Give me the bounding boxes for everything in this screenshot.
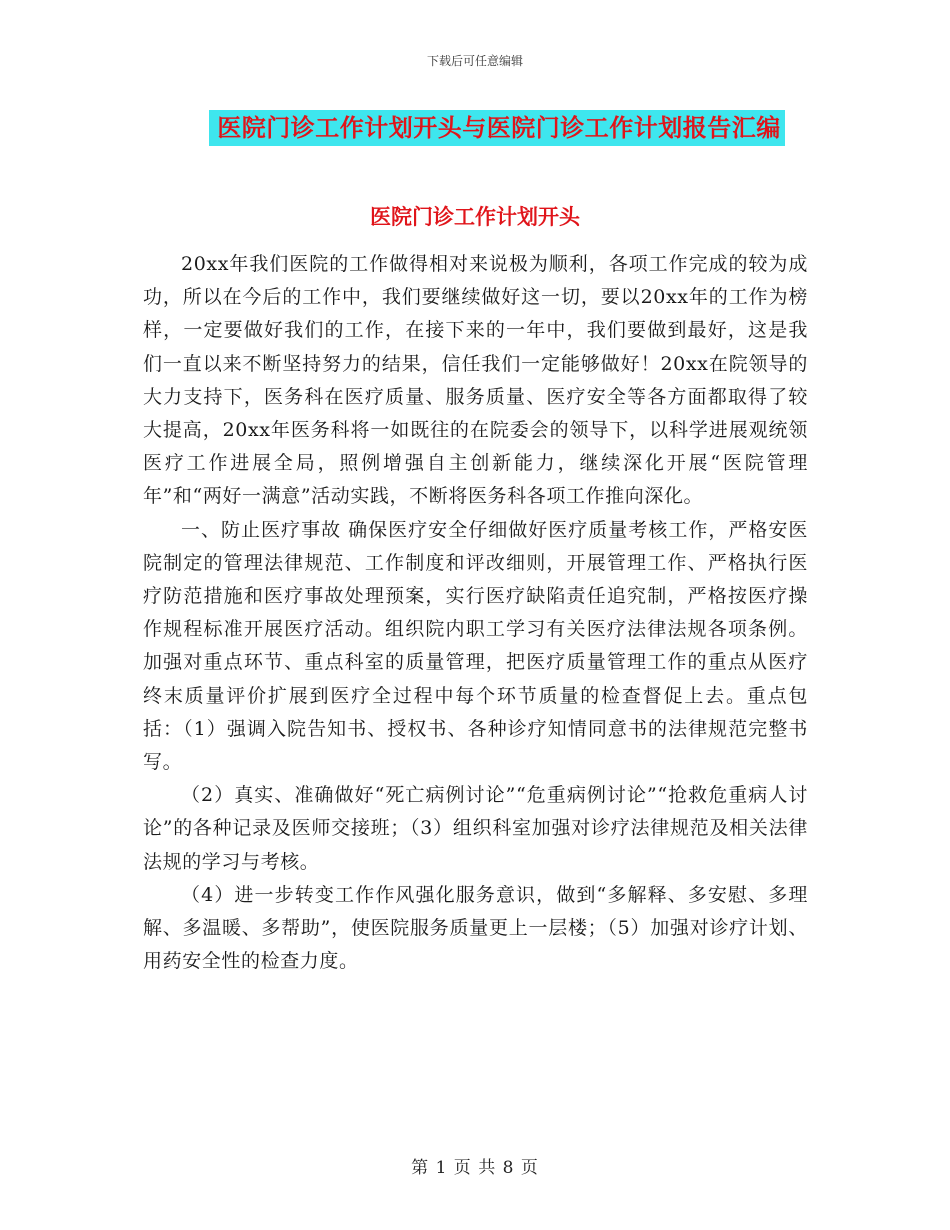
- paragraph-item-2-3: （2）真实、准确做好“死亡病例讨论”“危重病例讨论”“抢救危重病人讨论”的各种记录及医师交接班；（3）组织科室加强对诊疗法律规范及相关法律法规的学习与考核。: [143, 784, 808, 873]
- document-body: [143, 248, 808, 978]
- page-header-note: 下载后可任意编辑: [426, 54, 523, 68]
- paragraph-intro: 20xx年我们医院的工作做得相对来说极为顺利，各项工作完成的较为成功，所以在今后的工作中，我们要继续做好这一切，要以20xx年的工作为榜样，一定要做好我们的工作，在接下来的一年中，我们要做到最好，这是我们一直以来不断坚持努力的结果，信任我们一定能够做好！20xx在院领导的大力支持下，医务科在医疗质量、服务质量、医疗安全等各方面都取得了较大提高，20xx年医务科将一如既往的在院委会的领导下，以科学进展观统领医疗工作进展全局，照例增强自主创新能力，继续深化开展“医院管理年”和“两好一满意”活动实践，不断将医务科各项工作推向深化。: [143, 253, 808, 508]
- page-number-footer: 第 1 页 共 8 页: [411, 1158, 539, 1178]
- paragraph-item-4-5: （4）进一步转变工作作风强化服务意识，做到“多解释、多安慰、多理解、多温暖、多帮助”，使医院服务质量更上一层楼；（5）加强对诊疗计划、用药安全性的检查力度。: [143, 883, 808, 973]
- document-title: 医院门诊工作计划开头与医院门诊工作计划报告汇编: [209, 110, 785, 146]
- paragraph-section-one: 一、防止医疗事故 确保医疗安全仔细做好医疗质量考核工作，严格安医院制定的管理法律规范、工作制度和评改细则，开展管理工作、严格执行医疗防范措施和医疗事故处理预案，实行医疗缺陷责任追究制，严格按医疗操作规程标准开展医疗活动。组织院内职工学习有关医疗法律法规各项条例。加强对重点环节、重点科室的质量管理，把医疗质量管理工作的重点从医疗终末质量评价扩展到医疗全过程中每个环节质量的检查督促上去。重点包括：（1）强调入院告知书、授权书、各种诊疗知情同意书的法律规范完整书写。: [143, 518, 808, 774]
- section-title: 医院门诊工作计划开头: [370, 204, 580, 229]
- document-title-container: [0, 110, 950, 146]
